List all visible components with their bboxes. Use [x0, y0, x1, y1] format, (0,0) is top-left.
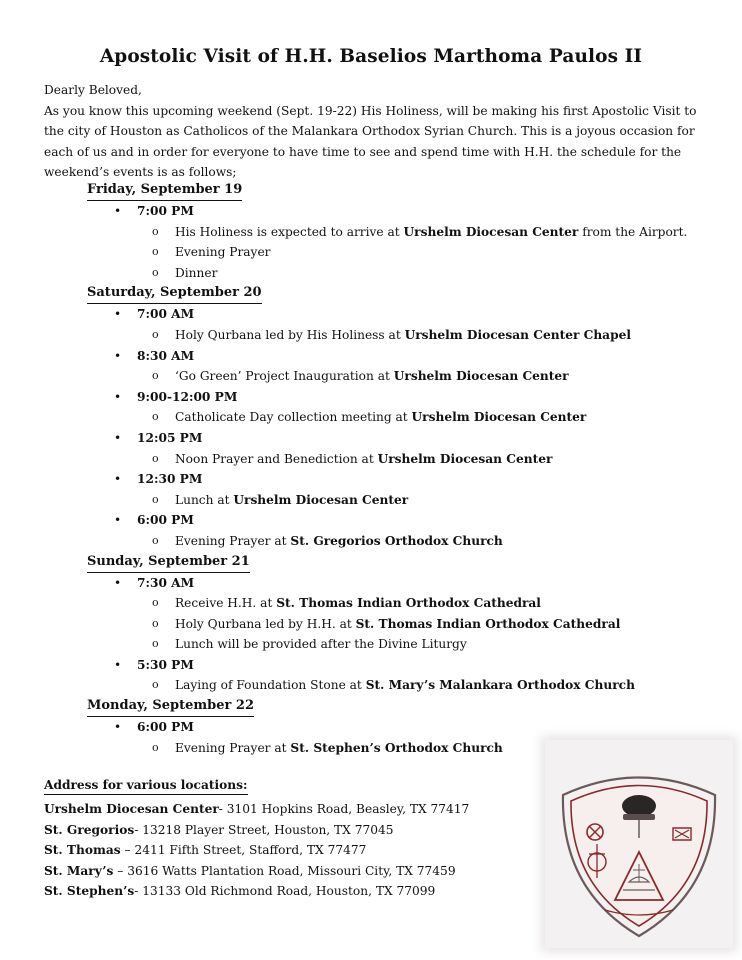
schedule-item — [87, 325, 707, 346]
schedule-item — [87, 222, 707, 243]
day-heading: Sunday, September 21 — [87, 552, 250, 573]
item-text: Receive H.H. at — [175, 596, 277, 611]
addresses-section — [44, 776, 504, 902]
day-heading: Monday, September 22 — [87, 696, 254, 717]
address-row — [44, 881, 504, 902]
schedule-item — [87, 263, 707, 284]
sub-bullet-icon: o — [152, 327, 159, 341]
item-text: Evening Prayer at — [175, 533, 291, 548]
address-row — [44, 861, 504, 882]
bullet-icon: • — [114, 513, 122, 528]
schedule-item — [87, 366, 707, 387]
address-separator: - — [218, 802, 227, 816]
time-row — [87, 655, 707, 676]
bullet-icon: • — [114, 575, 122, 590]
sub-bullet-icon: o — [152, 616, 159, 630]
item-location: Urshelm Diocesan Center — [403, 224, 579, 239]
sub-bullet-icon: o — [152, 245, 159, 259]
item-text: Evening Prayer — [175, 245, 271, 260]
schedule-item — [87, 449, 707, 470]
sub-bullet-icon: o — [152, 596, 159, 610]
sub-bullet-icon: o — [152, 678, 159, 692]
day-block — [87, 180, 707, 283]
time-label: 6:00 PM — [137, 513, 194, 528]
item-location: St. Mary’s Malankara Orthodox Church — [365, 678, 635, 693]
day-heading: Saturday, September 20 — [87, 283, 262, 304]
item-text: Holy Qurbana led by H.H. at — [175, 616, 356, 631]
address-separator: – — [120, 843, 135, 858]
address-name: Urshelm Diocesan Center — [44, 802, 219, 816]
time-row — [87, 428, 707, 449]
sub-bullet-icon: o — [152, 637, 159, 651]
bullet-icon: • — [114, 389, 122, 404]
item-text: Evening Prayer at — [175, 740, 291, 755]
schedule-item — [87, 531, 707, 552]
bullet-icon: • — [114, 204, 122, 218]
schedule — [87, 180, 707, 758]
schedule-item — [87, 490, 707, 511]
time-label: 9:00-12:00 PM — [137, 389, 238, 404]
intro-paragraph: As you know this upcoming weekend (Sept. 19-22) His Holiness, will be making his first Apostolic Visit to the city of Houston as Catholicos of the Malankara Orthodox Syrian Church. This is a joyous occasion for each of us and in order for everyone to have time to see and spend time with H.H. the schedule for the weekend’s events is as follows; — [44, 103, 697, 180]
time-label: 8:30 AM — [137, 348, 195, 363]
address-row — [44, 820, 504, 841]
bullet-icon: • — [114, 472, 122, 487]
bullet-icon: • — [114, 657, 122, 672]
item-location: Urshelm Diocesan Center — [233, 492, 409, 507]
item-location: Urshelm Diocesan Center — [411, 410, 587, 425]
page-title: Apostolic Visit of H.H. Baselios Marthoma Paulos II — [99, 46, 643, 67]
sub-bullet-icon: o — [152, 265, 159, 279]
schedule-item — [87, 593, 707, 614]
schedule-item — [87, 675, 707, 696]
schedule-item — [87, 407, 707, 428]
seal-drawing — [545, 740, 733, 948]
time-row — [87, 304, 707, 325]
bullet-icon: • — [114, 307, 122, 322]
sub-bullet-icon: o — [152, 369, 159, 383]
sub-bullet-icon: o — [152, 533, 159, 547]
address-separator: - — [134, 884, 143, 899]
item-text: Lunch at — [175, 492, 234, 507]
time-label: 5:30 PM — [137, 657, 194, 672]
item-location: St. Thomas Indian Orthodox Cathedral — [276, 596, 541, 611]
item-location: St. Thomas Indian Orthodox Cathedral — [355, 616, 621, 631]
address-name: St. Gregorios — [44, 822, 135, 837]
time-label: 7:30 AM — [137, 575, 195, 590]
item-text: Dinner — [175, 265, 218, 280]
address-row — [44, 840, 504, 861]
item-text: Laying of Foundation Stone at — [175, 678, 366, 693]
item-location: Urshelm Diocesan Center — [377, 451, 553, 466]
schedule-item — [87, 242, 707, 263]
address-name: St. Mary’s — [44, 863, 114, 878]
time-row — [87, 201, 707, 222]
day-block — [87, 283, 707, 551]
item-text: Holy Qurbana led by His Holiness at — [175, 327, 405, 342]
greeting: Dearly Beloved, — [44, 83, 142, 97]
address-separator: - — [134, 822, 143, 837]
address-text: 3101 Hopkins Road, Beasley, TX 77417 — [226, 802, 470, 816]
time-label: 12:05 PM — [137, 430, 203, 445]
address-text: 2411 Fifth Street, Stafford, TX 77477 — [134, 843, 367, 858]
item-location: Urshelm Diocesan Center — [393, 369, 569, 384]
bullet-icon: • — [114, 348, 122, 363]
addresses-heading: Address for various locations: — [44, 776, 248, 795]
sub-bullet-icon: o — [152, 740, 159, 754]
seal-mitre-icon — [622, 795, 656, 817]
item-text: His Holiness is expected to arrive at — [175, 224, 404, 239]
time-row — [87, 387, 707, 408]
bullet-icon: • — [114, 430, 122, 445]
time-label: 12:30 PM — [137, 472, 203, 487]
address-text: 3616 Watts Plantation Road, Missouri City, TX 77459 — [127, 863, 456, 878]
time-label: 7:00 AM — [137, 307, 195, 322]
address-text: 13133 Old Richmond Road, Houston, TX 77099 — [142, 884, 436, 899]
time-row — [87, 346, 707, 367]
time-row — [87, 510, 707, 531]
sub-bullet-icon: o — [152, 224, 159, 238]
sub-bullet-icon: o — [152, 410, 159, 424]
address-name: St. Stephen’s — [44, 884, 135, 899]
bullet-icon: • — [114, 720, 122, 735]
item-text: Noon Prayer and Benediction at — [175, 451, 378, 466]
address-text: 13218 Player Street, Houston, TX 77045 — [142, 822, 394, 837]
item-text: ‘Go Green’ Project Inauguration at — [175, 369, 394, 384]
day-heading: Friday, September 19 — [87, 180, 242, 201]
address-separator: – — [113, 863, 128, 878]
time-label: 7:00 PM — [137, 204, 194, 218]
item-location: St. Stephen’s Orthodox Church — [290, 740, 503, 755]
time-label: 6:00 PM — [137, 720, 194, 735]
item-tail: from the Airport. — [578, 224, 688, 239]
time-row — [87, 717, 707, 738]
day-block — [87, 552, 707, 697]
item-location: Urshelm Diocesan Center Chapel — [404, 327, 631, 342]
time-row — [87, 469, 707, 490]
address-row — [44, 799, 504, 820]
schedule-item — [87, 614, 707, 635]
intro-section — [44, 80, 704, 183]
sub-bullet-icon: o — [152, 492, 159, 506]
church-seal-image — [545, 740, 733, 948]
item-location: St. Gregorios Orthodox Church — [290, 533, 503, 548]
address-name: St. Thomas — [44, 843, 121, 858]
item-text: Lunch will be provided after the Divine Liturgy — [175, 637, 467, 652]
item-text: Catholicate Day collection meeting at — [175, 410, 412, 425]
schedule-item — [87, 634, 707, 655]
time-row — [87, 573, 707, 594]
sub-bullet-icon: o — [152, 451, 159, 465]
